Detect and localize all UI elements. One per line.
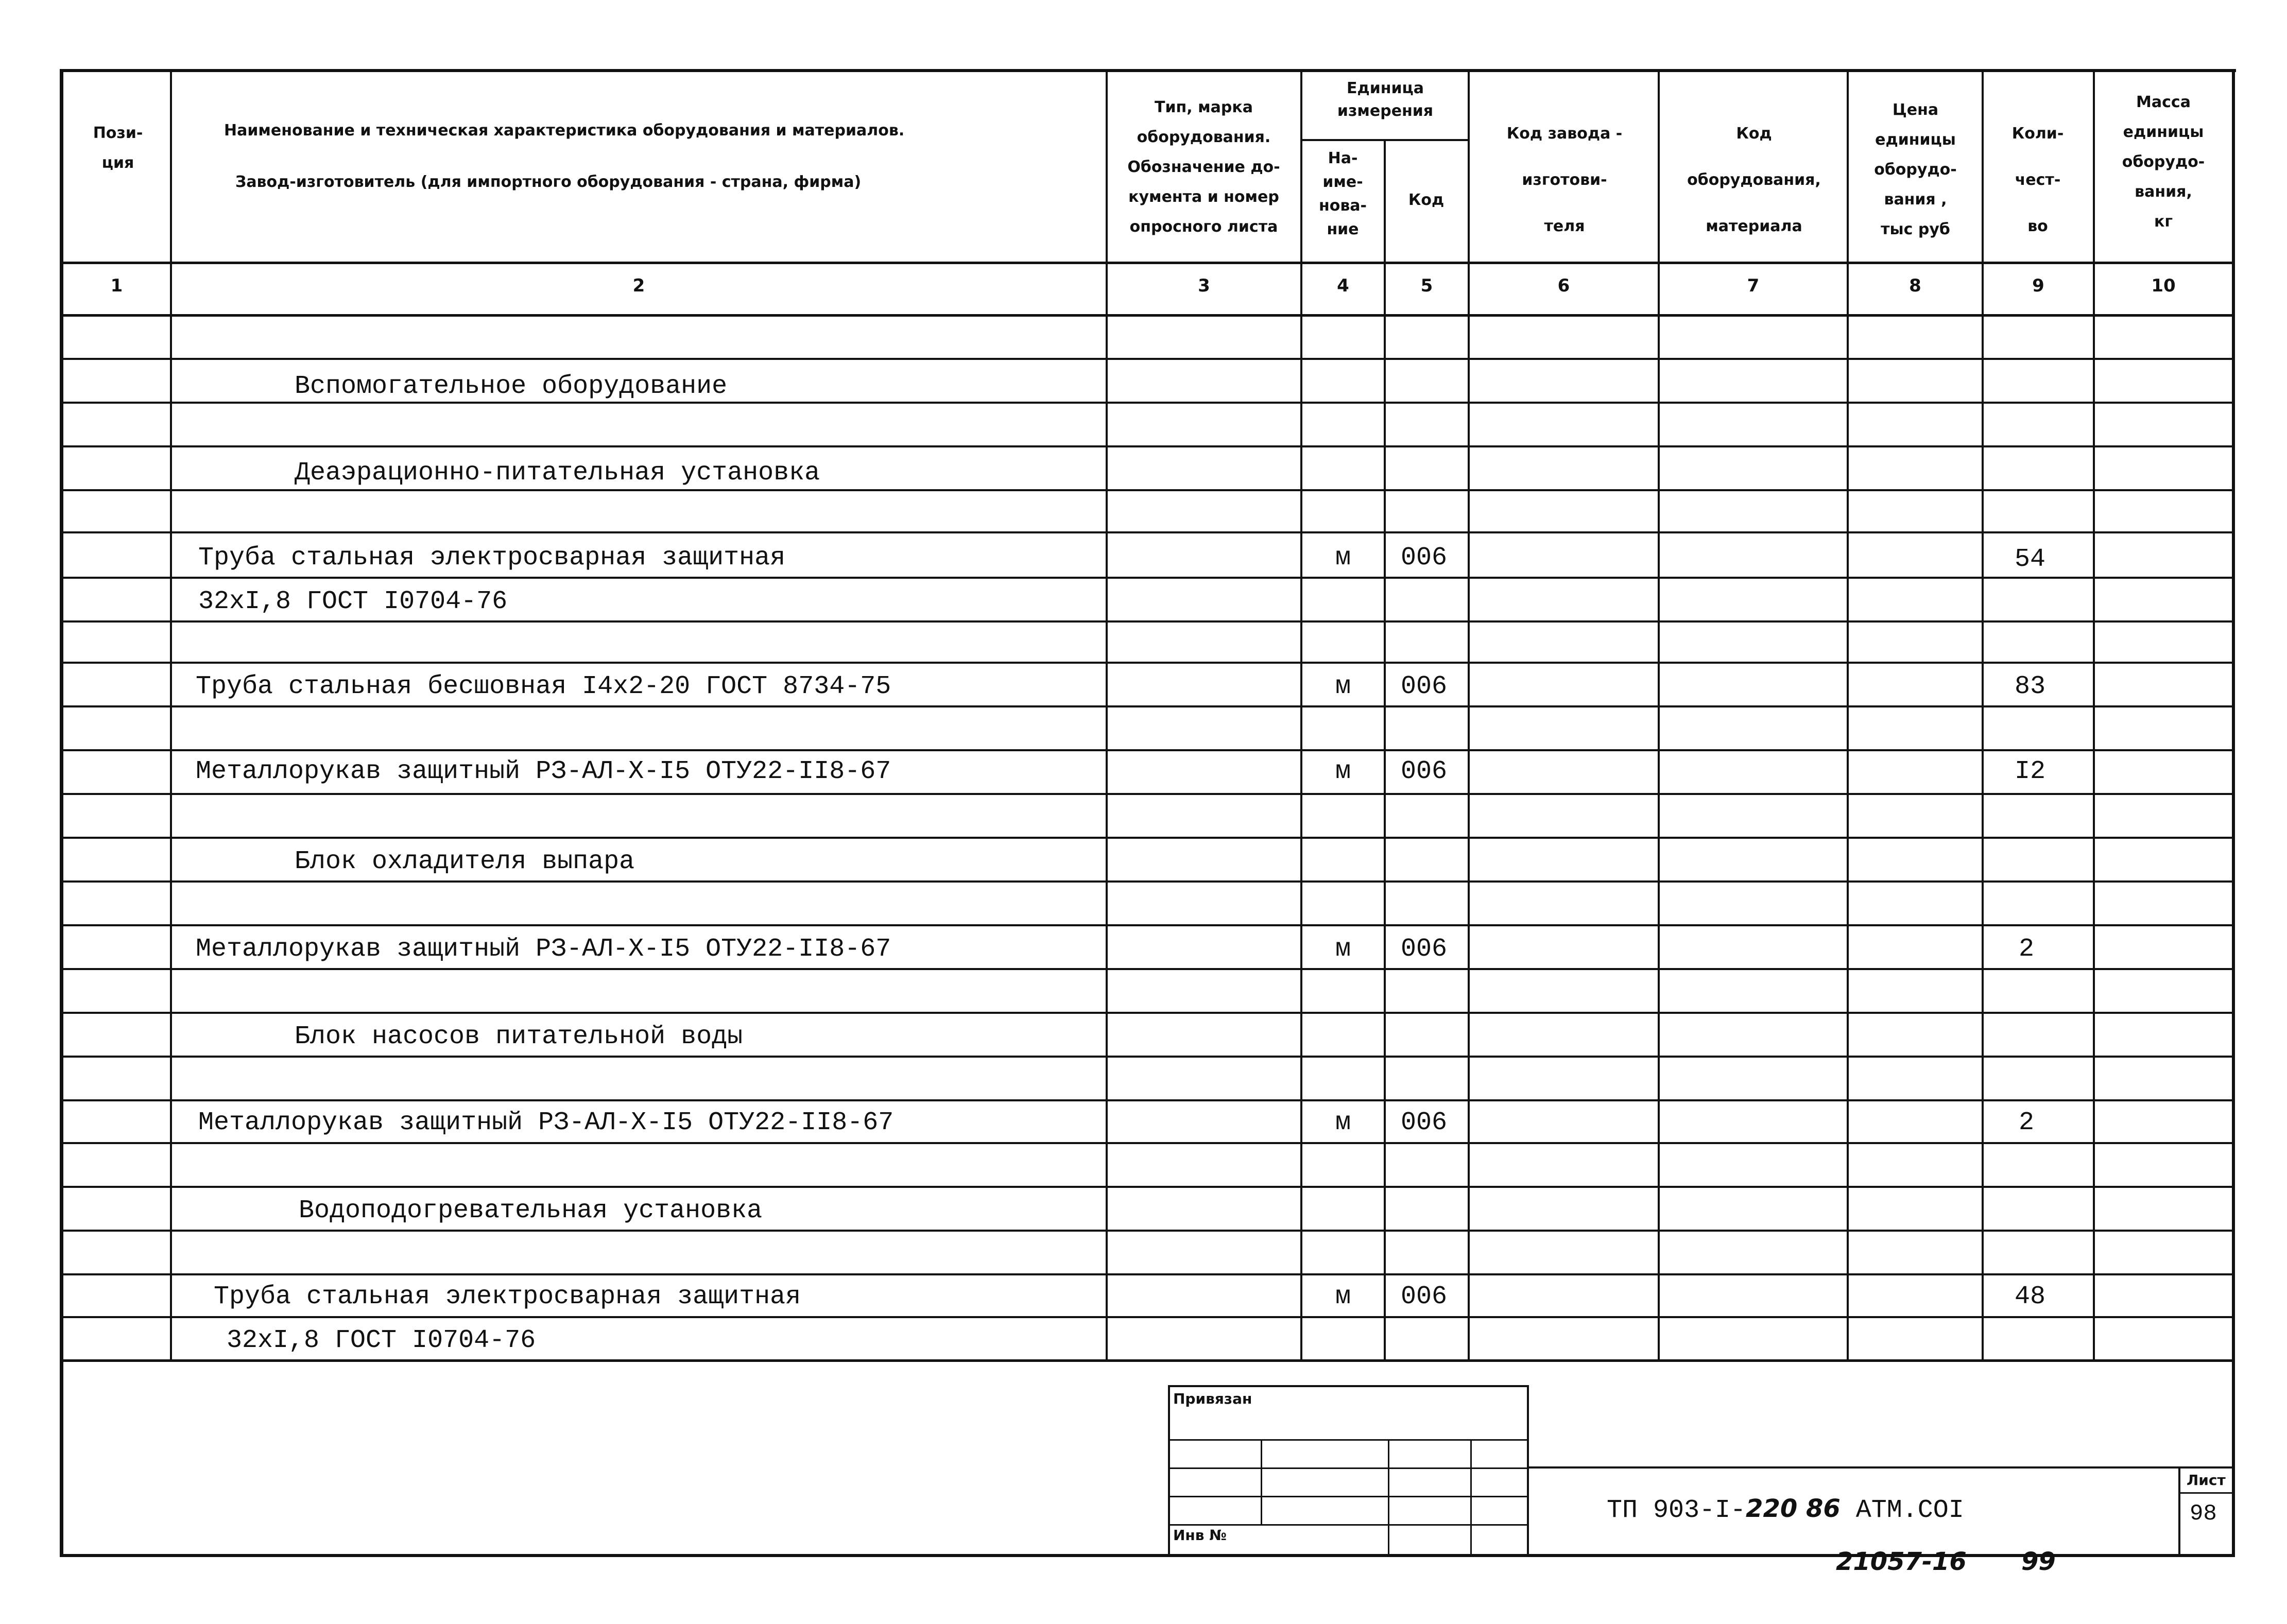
header-unit-name: На- име- нова- ние xyxy=(1318,149,1367,238)
colnum-9: 9 xyxy=(2032,275,2044,296)
header-type: Тип, марка оборудования. Обозначение до- кумента и номер опросного листа xyxy=(1127,98,1280,236)
item-qty: 83 xyxy=(2015,672,2046,701)
frame-left xyxy=(60,69,63,1557)
stamp-privyazan: Привязан xyxy=(1173,1390,1252,1407)
row-line xyxy=(61,705,2234,707)
colnum-6: 6 xyxy=(1557,275,1570,296)
item-unit-code: 006 xyxy=(1401,1108,1448,1137)
row-line xyxy=(61,1273,2234,1275)
header-position: Пози- ция xyxy=(93,124,143,172)
list-box-left xyxy=(2178,1466,2180,1555)
row-line xyxy=(61,968,2234,970)
doc-prefix: ТП 903-I- xyxy=(1607,1496,1746,1525)
stamp-vline xyxy=(1388,1439,1389,1555)
colnum-10: 10 xyxy=(2151,275,2176,296)
row-line xyxy=(61,1230,2234,1232)
section-title: Водоподогревательная установка xyxy=(299,1196,763,1225)
item-unit: м xyxy=(1335,672,1351,701)
item-qty: 2 xyxy=(2019,935,2035,964)
item-qty: 54 xyxy=(2015,545,2046,574)
stamp-top xyxy=(1168,1385,1528,1387)
item-qty: 2 xyxy=(2019,1108,2035,1137)
row-line xyxy=(61,620,2234,623)
footer-code: 21057-16 xyxy=(1836,1547,1967,1576)
row-line xyxy=(61,1142,2234,1144)
stamp-inv: Инв № xyxy=(1173,1527,1227,1544)
section-title: Блок охладителя выпара xyxy=(295,847,635,876)
item-unit: м xyxy=(1335,1108,1351,1137)
item-qty: I2 xyxy=(2015,757,2046,786)
stamp-left xyxy=(1168,1385,1170,1555)
item-name: Металлорукав защитный РЗ-АЛ-Х-I5 ОТУ22-II8-67 xyxy=(196,757,891,786)
header-equipment-code: Код оборудования, материала xyxy=(1687,125,1821,235)
row-line xyxy=(61,531,2234,533)
row-line xyxy=(61,924,2234,926)
colnum-4: 4 xyxy=(1337,275,1349,296)
item-unit: м xyxy=(1335,543,1351,573)
row-line xyxy=(61,662,2234,664)
frame-right xyxy=(2232,69,2235,1557)
row-line xyxy=(61,402,2234,404)
row-line xyxy=(61,1056,2234,1058)
colnum-bottom-line xyxy=(61,314,2234,317)
doc-hand: 220 86 xyxy=(1746,1494,1841,1523)
item-qty: 48 xyxy=(2015,1282,2046,1311)
doc-suffix: АТМ.СОI xyxy=(1840,1496,1964,1525)
header-mass: Масса единицы оборудо- вания, кг xyxy=(2122,93,2205,231)
item-unit-code: 006 xyxy=(1401,672,1448,701)
row-line xyxy=(61,489,2234,491)
row-line xyxy=(61,445,2234,447)
docnum-top xyxy=(1527,1466,2235,1468)
unit-subheader-line xyxy=(1300,139,1470,141)
row-line xyxy=(61,1186,2234,1188)
item-name: Труба стальная электросварная защитная xyxy=(214,1282,801,1311)
row-line xyxy=(61,1012,2234,1014)
row-line xyxy=(61,1099,2234,1101)
item-unit: м xyxy=(1335,1282,1351,1311)
header-quantity: Коли- чест- во xyxy=(2011,125,2064,235)
row-line xyxy=(61,577,2234,579)
colnum-1: 1 xyxy=(110,275,123,296)
list-number: 98 xyxy=(2190,1501,2217,1527)
section-title: Блок насосов питательной воды xyxy=(295,1022,743,1051)
list-box-mid xyxy=(2178,1492,2235,1494)
colnum-7: 7 xyxy=(1747,275,1760,296)
row-line xyxy=(61,1316,2234,1318)
row-line xyxy=(61,793,2234,795)
item-unit: м xyxy=(1335,935,1351,964)
header-bottom-line xyxy=(61,262,2234,264)
header-price: Цена единицы оборудо- вания , тыс руб xyxy=(1874,101,1957,238)
header-name-line2: Завод-изготовитель (для импортного оборудования - страна, фирма) xyxy=(235,173,862,191)
header-unit-code: Код xyxy=(1408,191,1445,209)
colnum-3: 3 xyxy=(1198,275,1210,296)
document-number xyxy=(1607,1494,1964,1525)
row-line xyxy=(61,880,2234,883)
stamp-vline xyxy=(1261,1439,1262,1524)
frame-top xyxy=(61,69,2236,72)
footer-page: 99 xyxy=(2021,1547,2056,1576)
header-name-line1: Наименование и техническая характеристика оборудования и материалов. xyxy=(224,122,905,140)
stamp-hline xyxy=(1168,1524,1528,1526)
header-unit: Единица измерения xyxy=(1337,79,1434,120)
item-name: Металлорукав защитный РЗ-АЛ-Х-I5 ОТУ22-II8-67 xyxy=(198,1108,894,1137)
table-bottom-line xyxy=(61,1359,2234,1362)
item-name: Труба стальная электросварная защитная xyxy=(198,543,786,573)
row-line xyxy=(61,749,2234,751)
stamp-vline xyxy=(1470,1439,1472,1555)
item-name: Труба стальная бесшовная I4х2-20 ГОСТ 8734-75 xyxy=(196,672,891,701)
item-unit-code: 006 xyxy=(1401,1282,1448,1311)
item-name: Металлорукав защитный РЗ-АЛ-Х-I5 ОТУ22-II8-67 xyxy=(196,935,891,964)
row-line xyxy=(61,358,2234,360)
item-unit-code: 006 xyxy=(1401,757,1448,786)
section-title: Деаэрационно-питательная установка xyxy=(295,458,820,488)
item-name-cont: 32хI,8 ГОСТ I0704-76 xyxy=(198,587,508,616)
colnum-5: 5 xyxy=(1420,275,1433,296)
item-name-cont: 32хI,8 ГОСТ I0704-76 xyxy=(227,1326,536,1355)
item-unit-code: 006 xyxy=(1401,935,1448,964)
stamp-right xyxy=(1527,1385,1529,1555)
section-title: Вспомогательное оборудование xyxy=(295,372,728,401)
colnum-2: 2 xyxy=(632,275,645,296)
item-unit: м xyxy=(1335,757,1351,786)
stamp-hline xyxy=(1168,1467,1528,1469)
header-plant-code: Код завода - изготови- теля xyxy=(1506,125,1623,235)
colnum-8: 8 xyxy=(1909,275,1921,296)
row-line xyxy=(61,837,2234,839)
item-unit-code: 006 xyxy=(1401,543,1448,573)
stamp-hline xyxy=(1168,1439,1528,1441)
list-label: Лист xyxy=(2187,1472,2226,1489)
stamp-hline xyxy=(1168,1496,1528,1497)
